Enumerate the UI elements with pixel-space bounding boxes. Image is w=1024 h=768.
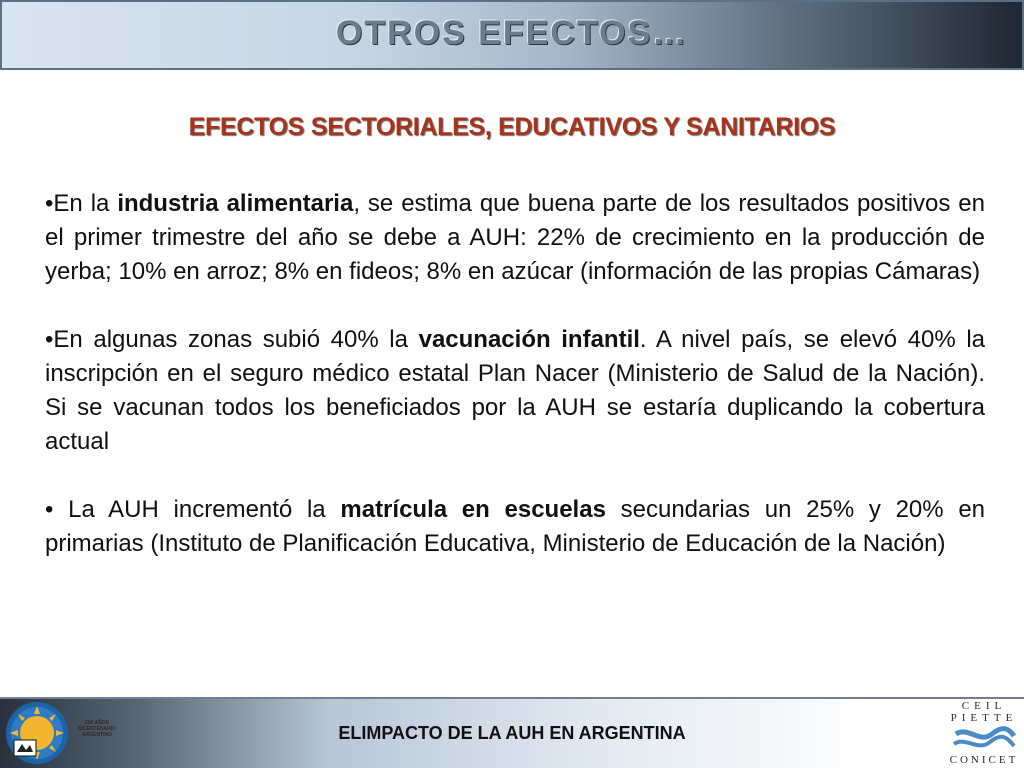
section-title: EFECTOS SECTORIALES, EDUCATIVOS Y SANITARIOS bbox=[188, 113, 836, 141]
ceil-piette-conicet-logo bbox=[944, 700, 1024, 768]
bullet-text: •En algunas zonas subió 40% la bbox=[45, 326, 419, 353]
bullet-text: • La AUH incrementó la bbox=[45, 496, 341, 523]
logo-line: PIETTE bbox=[950, 712, 1018, 724]
seal-caption: 200 AÑOS BICENTENARIO ARGENTINO bbox=[77, 720, 117, 738]
bicentenario-seal-icon bbox=[4, 700, 70, 766]
logo-line: CEIL bbox=[961, 700, 1007, 712]
title-bar bbox=[0, 0, 1024, 70]
bullet-paragraph bbox=[45, 323, 985, 459]
bullet-text: , se estima que buena parte de los resultados positivos en el primer trimestre del año se debe a AUH: 22% de crecimiento en la producción de yerba; 10% en arroz; 8% en fideos; 8% en azúcar (información de las propias Cámaras) bbox=[45, 190, 986, 285]
logo-line: CONICET bbox=[949, 754, 1019, 766]
footer-bar bbox=[0, 697, 1024, 768]
wave-icon bbox=[952, 726, 1016, 752]
bullet-paragraph bbox=[45, 187, 985, 289]
slide-title: OTROS EFECTOS… bbox=[335, 14, 689, 52]
slide-body bbox=[45, 187, 985, 595]
bullet-emphasis: vacunación infantil bbox=[418, 326, 640, 353]
bullet-text: . A nivel país, se elevó 40% la inscripción en el seguro médico estatal Plan Nacer (Ministerio de Salud de la Nación). Si se vacunan todos los beneficiados por la AUH se estaría duplicando la cobertura actual bbox=[45, 326, 985, 455]
bullet-emphasis: matrícula en escuelas bbox=[340, 496, 606, 523]
footer-title: ELIMPACTO DE LA AUH EN ARGENTINA bbox=[338, 723, 686, 743]
bullet-paragraph bbox=[45, 493, 985, 561]
bullet-emphasis: industria alimentaria bbox=[117, 190, 354, 217]
bullet-text: •En la bbox=[45, 190, 118, 217]
bullet-text: secundarias un 25% y 20% en primarias (Instituto de Planificación Educativa, Ministerio de Educación de la Nación) bbox=[45, 496, 986, 557]
